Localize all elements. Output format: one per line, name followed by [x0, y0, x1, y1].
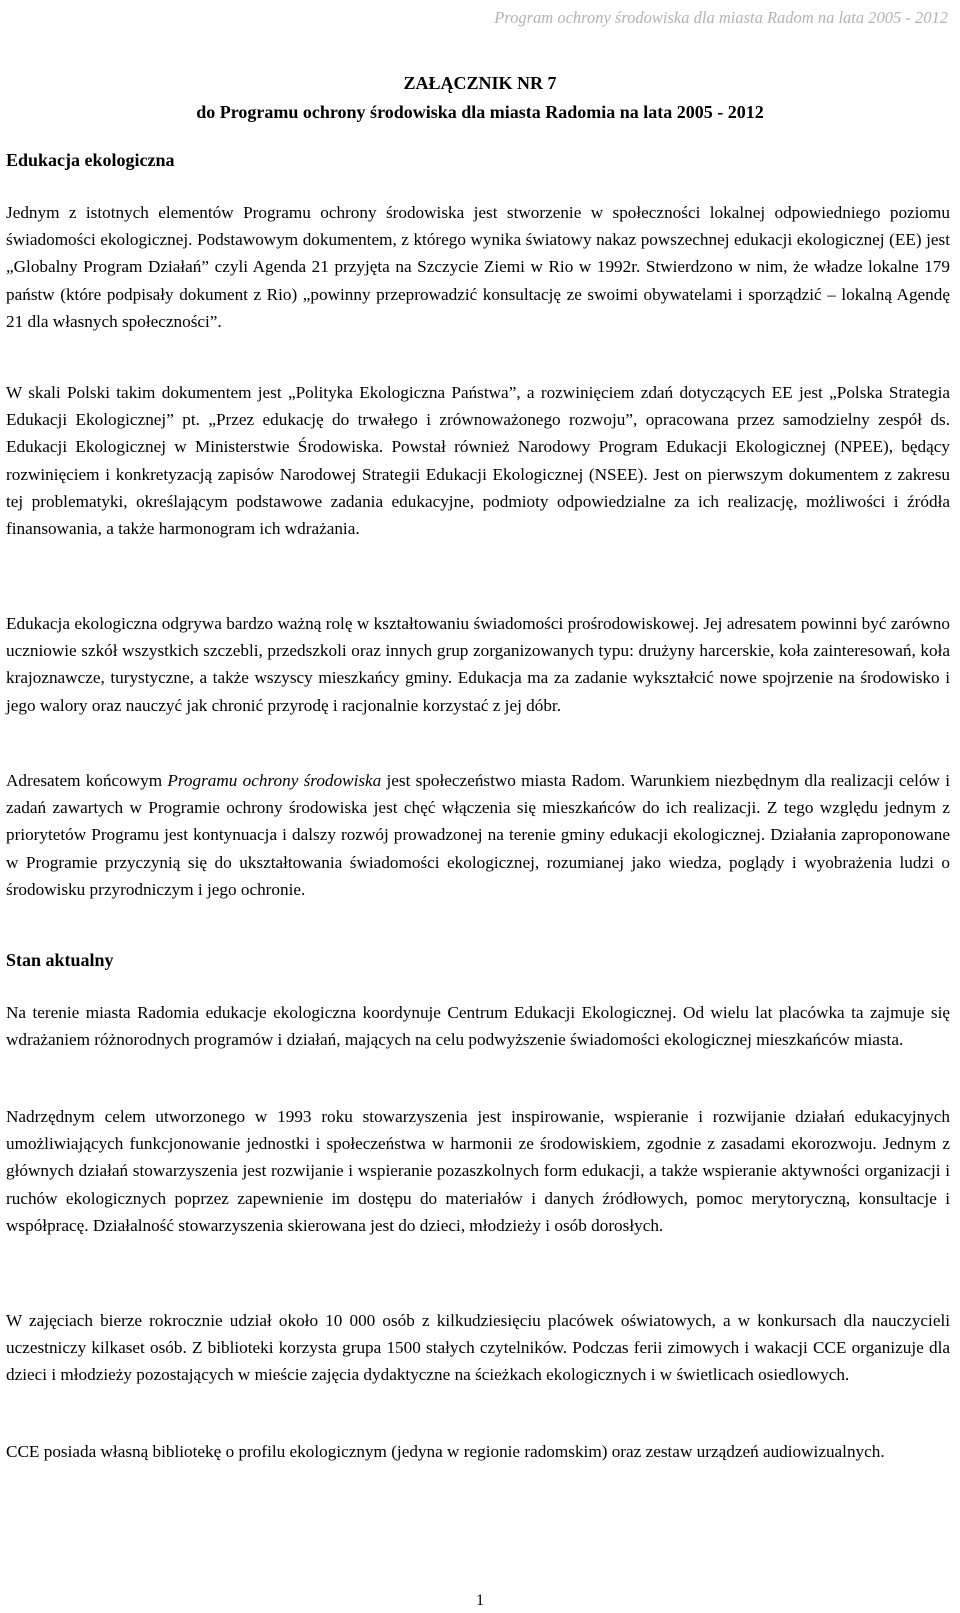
section-heading-stan-aktualny: Stan aktualny — [6, 950, 114, 970]
paragraph-4-end: jest społeczeństwo miasta Radom. Warunkiem niezbędnym dla realizacji celów i zadań zawartych w Programie ochrony środowiska jest chęć włączenia się mieszkańców do ich realizacji. Z tego względu jednym z priorytetów Programu jest kontynuacja i dalszy rozwój prowadzonej na terenie gminy edukacji ekologicznej. Działania zaproponowane w Programie przyczynią się do ukształtowania świadomości ekologicznej, rozumianej jako wiedza, poglądy i wyobrażenia ludzi o środowisku przyrodniczym i jego ochronie. — [6, 771, 950, 899]
annex-subtitle: do Programu ochrony środowiska dla miasta Radomia na lata 2005 - 2012 — [196, 102, 764, 122]
running-header: Program ochrony środowiska dla miasta Radom na lata 2005 - 2012 — [494, 8, 948, 27]
paragraph-7: W zajęciach bierze rokrocznie udział około 10 000 osób z kilkudziesięciu placówek oświatowych, a w konkursach dla nauczycieli uczestniczy kilkaset osób. Z biblioteki korzysta grupa 1500 stałych czytelników. Podczas ferii zimowych i wakacji CCE organizuje dla dzieci i młodzieży pozostających w mieście zajęcia dydaktyczne na ścieżkach ekologicznych i w świetlicach osiedlowych. — [6, 1311, 950, 1385]
paragraph-3: Edukacja ekologiczna odgrywa bardzo ważną rolę w kształtowaniu świadomości prośrodowiskowej. Jej adresatem powinni być zarówno uczniowie szkół wszystkich szczebli, przedszkoli oraz innych grup zorganizowanych typu: drużyny harcerskie, koła zainteresowań, koła krajoznawcze, turystyczne, a także wszyscy mieszkańcy gminy. Edukacja ma za zadanie wykształcić nowe spojrzenie na środowisko i jego walory oraz nauczyć jak chronić przyrodę i racjonalnie korzystać z jej dóbr. — [6, 614, 950, 715]
paragraph-4-start: Adresatem końcowym — [6, 771, 168, 790]
paragraph-6: Nadrzędnym celem utworzonego w 1993 roku stowarzyszenia jest inspirowanie, wspieranie i rozwijanie działań edukacyjnych umożliwiających funkcjonowanie jednostki i społeczeństwa w harmonii ze środowiskiem, zgodnie z zasadami ekorozwoju. Jednym z głównych działań stowarzyszenia jest rozwijanie i wspieranie pozaszkolnych form edukacji, a także wspieranie aktywności organizacji i ruchów ekologicznych poprzez zapewnienie im dostępu do materiałów i danych źródłowych, pomoc merytoryczną, konsultacje i współpracę. Działalność stowarzyszenia skierowana jest do dzieci, młodzieży i osób dorosłych. — [6, 1107, 950, 1235]
paragraph-4 — [6, 767, 950, 903]
paragraph-4-italic: Programu ochrony środowiska — [167, 771, 382, 790]
paragraph-8: CCE posiada własną bibliotekę o profilu ekologicznym (jedyna w regionie radomskim) oraz zestaw urządzeń audiowizualnych. — [6, 1442, 885, 1461]
paragraph-2: W skali Polski takim dokumentem jest „Polityka Ekologiczna Państwa”, a rozwinięciem zdań dotyczących EE jest „Polska Strategia Edukacji Ekologicznej” pt. „Przez edukację do trwałego i zrównoważonego rozwoju”, opracowana przez samodzielny zespół ds. Edukacji Ekologicznej w Ministerstwie Środowiska. Powstał również Narodowy Program Edukacji Ekologicznej (NPEE), będący rozwinięciem i konkretyzacją zapisów Narodowej Strategii Edukacji Ekologicznej (NSEE). Jest on pierwszym dokumentem z zakresu tej problematyki, określającym podstawowe zadania edukacyjne, podmioty odpowiedzialne za ich realizację, możliwości i źródła finansowania, a także harmonogram ich wdrażania. — [6, 383, 950, 539]
annex-title: ZAŁĄCZNIK NR 7 — [403, 73, 557, 93]
paragraph-1: Jednym z istotnych elementów Programu ochrony środowiska jest stworzenie w społeczności lokalnej odpowiedniego poziomu świadomości ekologicznej. Podstawowym dokumentem, z którego wynika światowy nakaz powszechnej edukacji ekologicznej (EE) jest „Globalny Program Działań” czyli Agenda 21 przyjęta na Szczycie Ziemi w Rio w 1992r. Stwierdzono w nim, że władze lokalne 179 państw (które podpisały dokument z Rio) „powinny przeprowadzić konsultację ze swoimi obywatelami i sporządzić – lokalną Agendę 21 dla własnych społeczności”. — [6, 203, 950, 331]
paragraph-5: Na terenie miasta Radomia edukacje ekologiczna koordynuje Centrum Edukacji Ekologicznej. Od wielu lat placówka ta zajmuje się wdrażaniem różnorodnych programów i działań, mających na celu podwyższenie świadomości ekologicznej mieszkańców miasta. — [6, 1003, 950, 1050]
section-heading-edukacja: Edukacja ekologiczna — [6, 150, 175, 170]
page-number: 1 — [476, 1592, 484, 1609]
